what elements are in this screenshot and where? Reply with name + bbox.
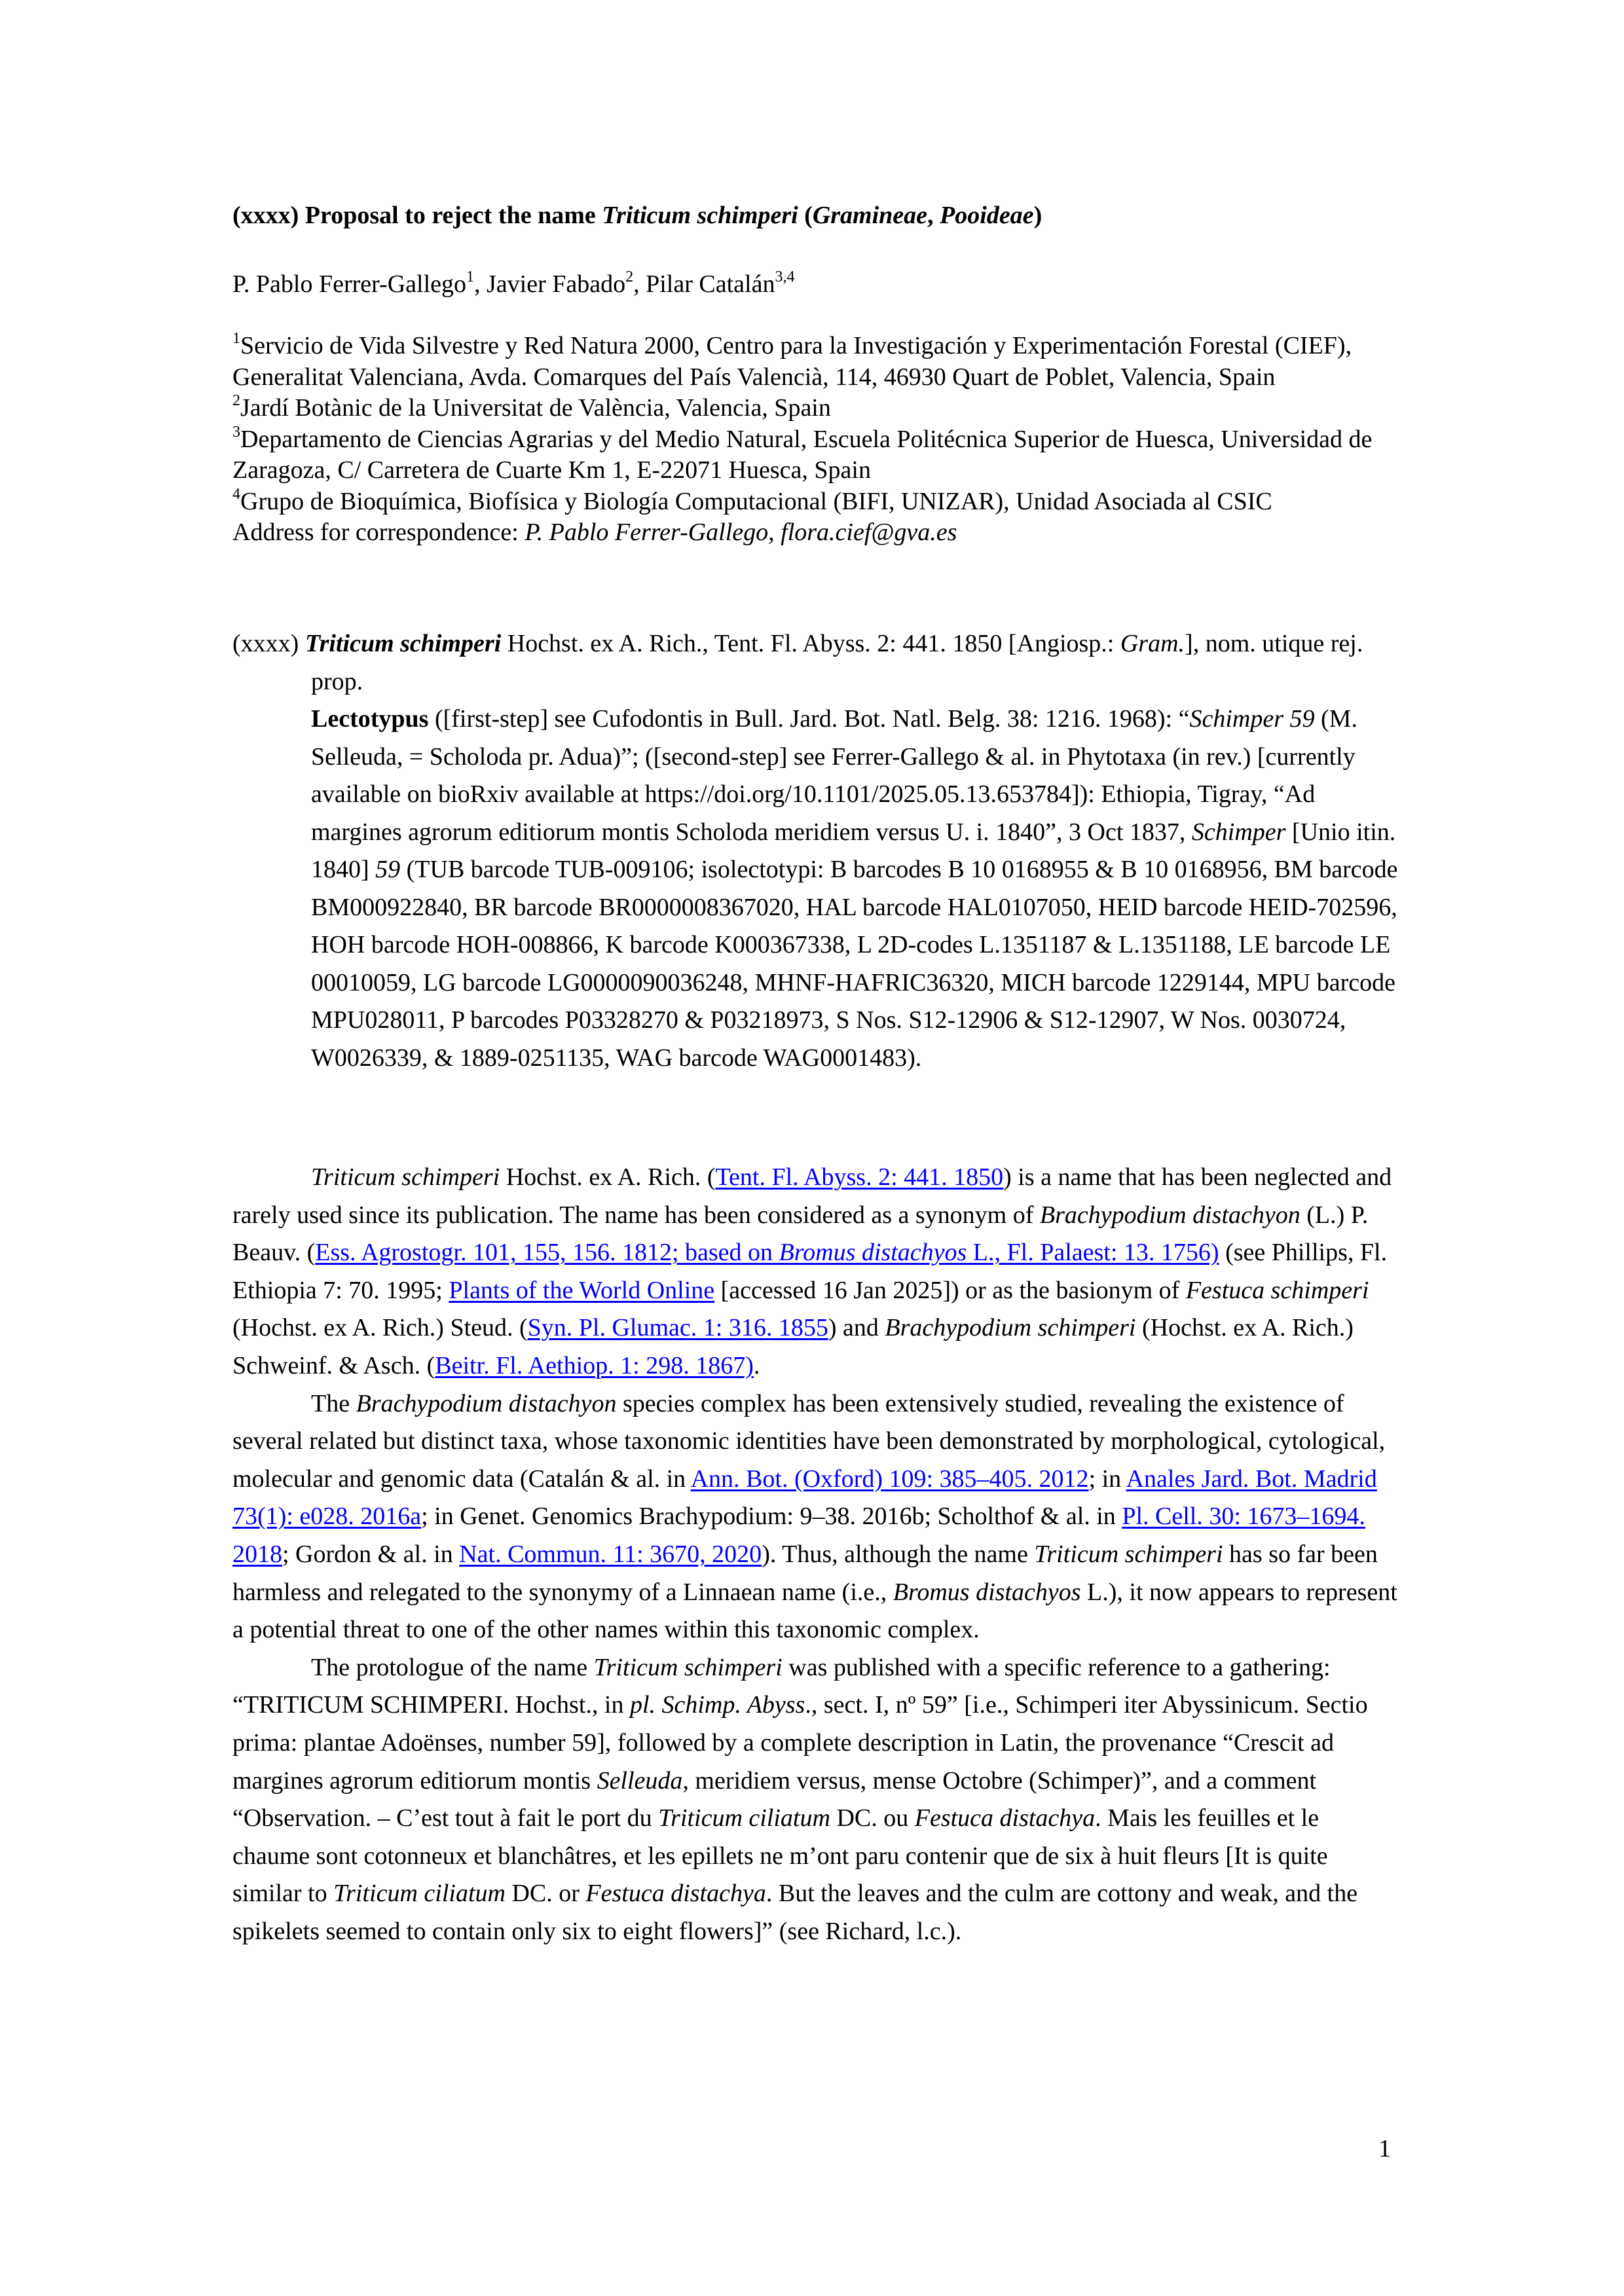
author-name: P. Pablo Ferrer-Gallego — [232, 270, 466, 298]
taxon-name: Festuca schimperi — [1185, 1276, 1369, 1304]
affiliation-text: Jardí Botànic de la Universitat de València, Valencia, Spain — [240, 394, 831, 422]
text: ., sect. I, nº 59” [i.e., Schimperi iter Abyssinicum. Sectio prima: plantae Adoënses, number 59], followed by a complete description in Latin, the provenance “Crescit ad margines agrorum editiorum montis — [232, 1691, 1368, 1795]
text: has so far been harmless and relegated to the synonymy of a Linnaean name (i.e., — [232, 1540, 1378, 1606]
text: L.), it now appears to represent a potential threat to one of the other names within this taxonomic complex. — [232, 1578, 1397, 1644]
text: ; in Genet. Genomics Brachypodium: 9–38. 2016b; Scholthof & al. in — [421, 1503, 1122, 1531]
reference-link[interactable]: Ann. Bot. (Oxford) 109: 385–405. 2012 — [690, 1465, 1089, 1493]
isolectotype-list: (TUB barcode TUB-009106; isolectotypi: B barcodes B 10 0168955 & B 10 0168956, BM barcode BM000922840, BR barcode BR0000008367020, HAL barcode HAL0107050, HEID barcode HEID-702596, HOH barcode HOH-008866, K barcode K000367338, L 2D-codes L.1351187 & L.1351188, LE barcode LE 00010059, LG barcode LG0000090036248, MHNF-HAFRIC36320, MICH barcode 1229144, MPU barcode MPU028011, P barcodes P03328270 & P03218973, S Nos. S12-12906 & S12-12907, W Nos. 0030724, W0026339, & 1889-0251135, WAG barcode WAG0001483). — [311, 856, 1398, 1072]
taxon-name: Triticum ciliatum — [658, 1804, 830, 1832]
taxon-name: Brachypodium distachyon — [356, 1389, 617, 1417]
taxon-name: Festuca distachya — [914, 1804, 1096, 1832]
reference-link[interactable]: Anales Jard. Bot. Madrid 73(1): e028. 2016a — [232, 1465, 1377, 1531]
reference-link[interactable]: Tent. Fl. Abyss. 2: 441. 1850 — [715, 1163, 1004, 1191]
reference-link[interactable]: Pl. Cell. 30: 1673–1694. 2018 — [232, 1503, 1365, 1568]
text: . — [753, 1351, 760, 1379]
reference-link[interactable]: Syn. Pl. Glumac. 1: 316. 1855 — [527, 1314, 828, 1342]
entry-citation: Hochst. ex A. Rich., Tent. Fl. Abyss. 2: 441. 1850 [Angiosp.: — [501, 630, 1120, 657]
author-separator: , — [474, 270, 487, 298]
text: (L.) P. Beauv. ( — [232, 1201, 1369, 1267]
text: Hochst. ex A. Rich. ( — [500, 1163, 716, 1191]
affiliations — [232, 331, 1398, 549]
paragraph — [232, 1385, 1398, 1649]
taxon-name: Bromus distachyos — [893, 1578, 1081, 1606]
taxon-name: Triticum ciliatum — [333, 1880, 506, 1908]
title-prefix: (xxxx) Proposal to reject the name — [232, 202, 602, 229]
text: was published with a specific reference to a gathering: “TRITICUM SCHIMPERI. Hochst., in — [232, 1653, 1331, 1719]
text: species complex has been extensively studied, revealing the existence of several related but distinct taxa, whose taxonomic identities have been demonstrated by morphological, cytological, molecular and genomic data (Catalán & al. in — [232, 1389, 1386, 1493]
author-name: Javier Fabado — [487, 270, 626, 298]
lectotype-designation — [232, 701, 1398, 1077]
text: (Hochst. ex A. Rich.) Steud. ( — [232, 1314, 528, 1342]
title-family: Gramineae — [812, 202, 928, 229]
text: DC. ou — [830, 1804, 915, 1832]
lectotype-collector: Schimper — [1191, 818, 1286, 846]
reference-link[interactable]: Beitr. Fl. Aethiop. 1: 298. 1867) — [435, 1351, 754, 1379]
affiliation-marker: 2 — [232, 392, 240, 410]
text: ) is a name that has been neglected and rarely used since its publication. The name has been considered as a synonym of — [232, 1163, 1392, 1229]
author-separator: , — [633, 270, 646, 298]
entry-taxon-name: Triticum schimperi — [304, 630, 502, 657]
text: DC. or — [505, 1880, 586, 1908]
taxon-name: Brachypodium schimperi — [885, 1314, 1136, 1342]
affiliation-text: Grupo de Bioquímica, Biofísica y Biología Computacional (BIFI, UNIZAR), Unidad Asociada al CSIC — [240, 487, 1272, 515]
affiliation-marker: 3 — [232, 423, 240, 441]
text: ; in — [1088, 1465, 1126, 1493]
nomenclatural-entry — [232, 625, 1398, 1077]
reference-link[interactable]: Nat. Commun. 11: 3670, 2020 — [459, 1540, 762, 1568]
affiliation-item — [232, 393, 1398, 424]
entry-status: ], nom. utique rej. prop. — [311, 630, 1363, 695]
lectotype-collector: Schimper 59 — [1189, 705, 1315, 733]
taxon-name: Triticum schimperi — [1034, 1540, 1223, 1568]
title-paren-close: ) — [1033, 202, 1043, 229]
text: ) and — [828, 1314, 885, 1342]
affiliation-item — [232, 331, 1398, 393]
taxon-name: Festuca distachya — [585, 1880, 766, 1908]
taxon-name: Triticum schimperi — [311, 1163, 500, 1191]
lectotype-label: Lectotypus — [311, 705, 429, 733]
paragraph — [232, 1159, 1398, 1385]
title-paren-open: ( — [798, 202, 813, 229]
text: [accessed 16 Jan 2025]) or as the basionym of — [714, 1276, 1186, 1304]
text: , meridiem versus, mense Octobre (Schimper)”, and a comment “Observation. – C’est tout à fait le port du — [232, 1766, 1317, 1832]
text: (see Phillips, Fl. Ethiopia 7: 70. 1995; — [232, 1239, 1388, 1304]
affiliation-text: Departamento de Ciencias Agrarias y del Medio Natural, Escuela Politécnica Superior de Huesca, Universidad de Zaragoza, C/ Carretera de Cuarte Km 1, E-22071 Huesca, Spain — [232, 425, 1373, 484]
author-list — [232, 268, 794, 300]
powo-link[interactable]: Plants of the World Online — [449, 1276, 715, 1304]
text: (Hochst. ex A. Rich.) Schweinf. & Asch. ( — [232, 1314, 1354, 1379]
entry-heading — [232, 625, 1398, 701]
author-affiliation-marker: 3,4 — [775, 268, 795, 286]
paragraph — [232, 1649, 1398, 1951]
taxon-name: Brachypodium distachyon — [1039, 1201, 1301, 1229]
correspondence-label: Address for correspondence: — [232, 519, 525, 546]
lectotype-text: (M. Selleuda, = Scholoda pr. Adua)”; ([second-step] see Ferrer-Gallego & al. in Phytotaxa (in rev.) [currently available on bioRxiv available at https://doi.org/10.1101/2025.05.13.653784]): Ethiopia, Tigray, “Ad margines agrorum editiorum montis Scholoda meridiem versus U. i. 1840”, 3 Oct 1837, — [311, 705, 1357, 846]
text: The protologue of the name — [311, 1653, 594, 1681]
correspondence-address — [232, 517, 1398, 549]
link-text: L., Fl. Palaest: 13. 1756) — [967, 1239, 1219, 1267]
affiliation-item — [232, 486, 1398, 518]
page-number: 1 — [1378, 2135, 1391, 2162]
author-affiliation-marker: 2 — [625, 268, 634, 286]
title-taxon-name: Triticum schimperi — [602, 202, 798, 229]
body-text — [232, 1159, 1398, 1950]
entry-group: Gram. — [1120, 630, 1185, 657]
link-taxon-name: Bromus distachyos — [779, 1239, 967, 1267]
locality-name: Selleuda — [597, 1766, 683, 1795]
text: ; Gordon & al. in — [282, 1540, 460, 1568]
lectotype-number: 59 — [375, 856, 401, 883]
affiliation-text: Servicio de Vida Silvestre y Red Natura 2000, Centro para la Investigación y Experimentación Forestal (CIEF), Generalitat Valenciana, Avda. Comarques del País Valencià, 114, 46930 Quart de Poblet, Valencia, Spain — [232, 332, 1352, 391]
title-subfamily: Pooideae — [940, 202, 1034, 229]
affiliation-marker: 4 — [232, 485, 240, 503]
text: ). Thus, although the name — [762, 1540, 1035, 1568]
affiliation-item — [232, 424, 1398, 486]
author-name: Pilar Catalán — [646, 270, 775, 298]
affiliation-marker: 1 — [232, 330, 240, 348]
link-text: Ess. Agrostogr. 101, 155, 156. 1812; based on — [315, 1239, 779, 1267]
correspondence-contact: P. Pablo Ferrer-Gallego, flora.cief@gva.es — [525, 519, 957, 546]
lectotype-text: [Unio itin. 1840] — [311, 818, 1396, 883]
reference-link[interactable] — [315, 1239, 1219, 1266]
taxon-name: Triticum schimperi — [593, 1653, 783, 1681]
lectotype-text: ([first-step] see Cufodontis in Bull. Jard. Bot. Natl. Belg. 38: 1216. 1968): “ — [428, 705, 1190, 733]
exsiccata-name: pl. Schimp. Abyss — [629, 1691, 805, 1719]
title-comma: , — [927, 202, 940, 229]
proposal-title — [232, 200, 1398, 231]
text: . Mais les feuilles et le chaume sont cotonneux et blanchâtres, et les epillets ne m’ont paru contenir que de six à huit fleurs [It is quite similar to — [232, 1804, 1328, 1908]
text: . But the leaves and the culm are cottony and weak, and the spikelets seemed to contain only six to eight flowers]” (see Richard, l.c.). — [232, 1880, 1358, 1945]
author-affiliation-marker: 1 — [466, 268, 474, 286]
entry-number: (xxxx) — [232, 630, 305, 657]
text: The — [311, 1389, 356, 1417]
